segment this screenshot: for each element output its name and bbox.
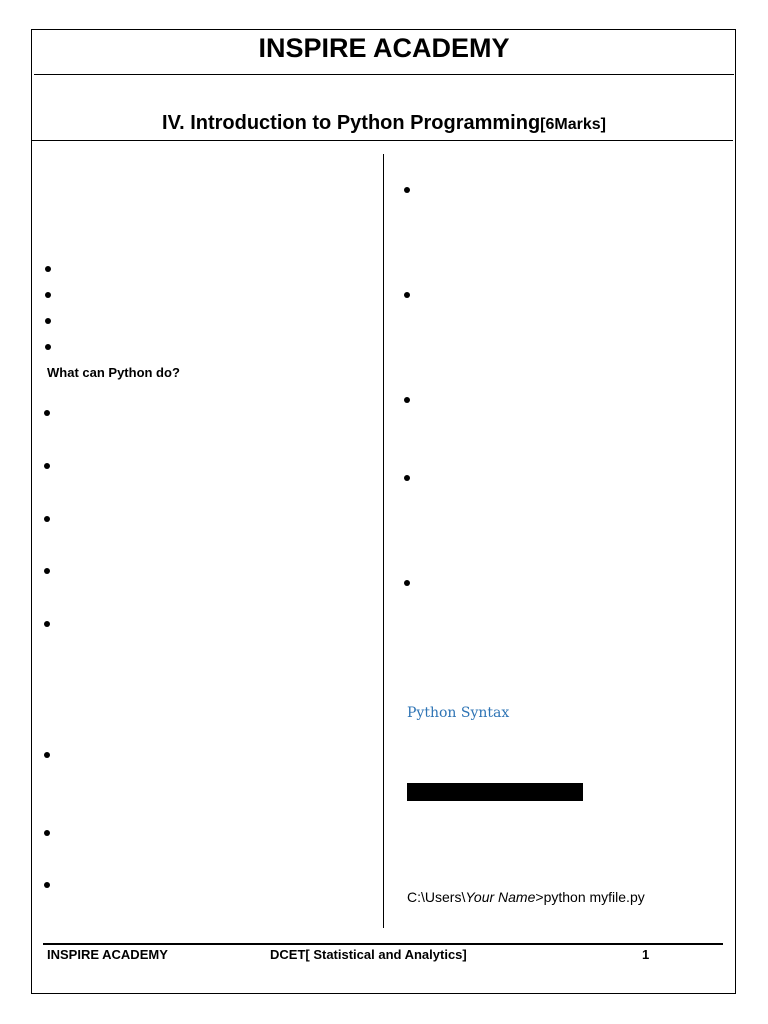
bullet-point [45, 292, 51, 298]
subtitle-divider [31, 140, 733, 141]
bullet-point [404, 397, 410, 403]
command-line-example [407, 889, 645, 905]
command-suffix: >python myfile.py [535, 889, 645, 905]
marks-label: [6Marks] [540, 116, 606, 133]
what-can-python-do-heading: What can Python do? [47, 365, 180, 380]
section-title [0, 112, 768, 135]
bullet-point [44, 621, 50, 627]
redaction-bar [407, 783, 583, 801]
python-syntax-heading: Python Syntax [407, 705, 510, 721]
bullet-point [404, 292, 410, 298]
bullet-point [44, 752, 50, 758]
bullet-point [44, 830, 50, 836]
bullet-point [45, 266, 51, 272]
bullet-point [404, 580, 410, 586]
page-number: 1 [642, 947, 650, 962]
bullet-point [404, 187, 410, 193]
bullet-point [44, 410, 50, 416]
footer-center: DCET[ Statistical and Analytics] [270, 947, 467, 962]
title-divider [34, 74, 734, 75]
command-prefix: C:\Users\ [407, 889, 466, 905]
bullet-point [44, 568, 50, 574]
section-title-text: IV. Introduction to Python Programming [162, 112, 541, 134]
bullet-point [44, 463, 50, 469]
bullet-point [44, 516, 50, 522]
footer-left: INSPIRE ACADEMY [47, 947, 168, 962]
page-title: INSPIRE ACADEMY [258, 33, 510, 63]
bullet-point [44, 882, 50, 888]
column-divider [383, 154, 384, 928]
bullet-point [404, 475, 410, 481]
command-italic: Your Name [465, 889, 536, 905]
bullet-point [45, 318, 51, 324]
bullet-point [45, 344, 51, 350]
footer-divider [43, 943, 723, 945]
